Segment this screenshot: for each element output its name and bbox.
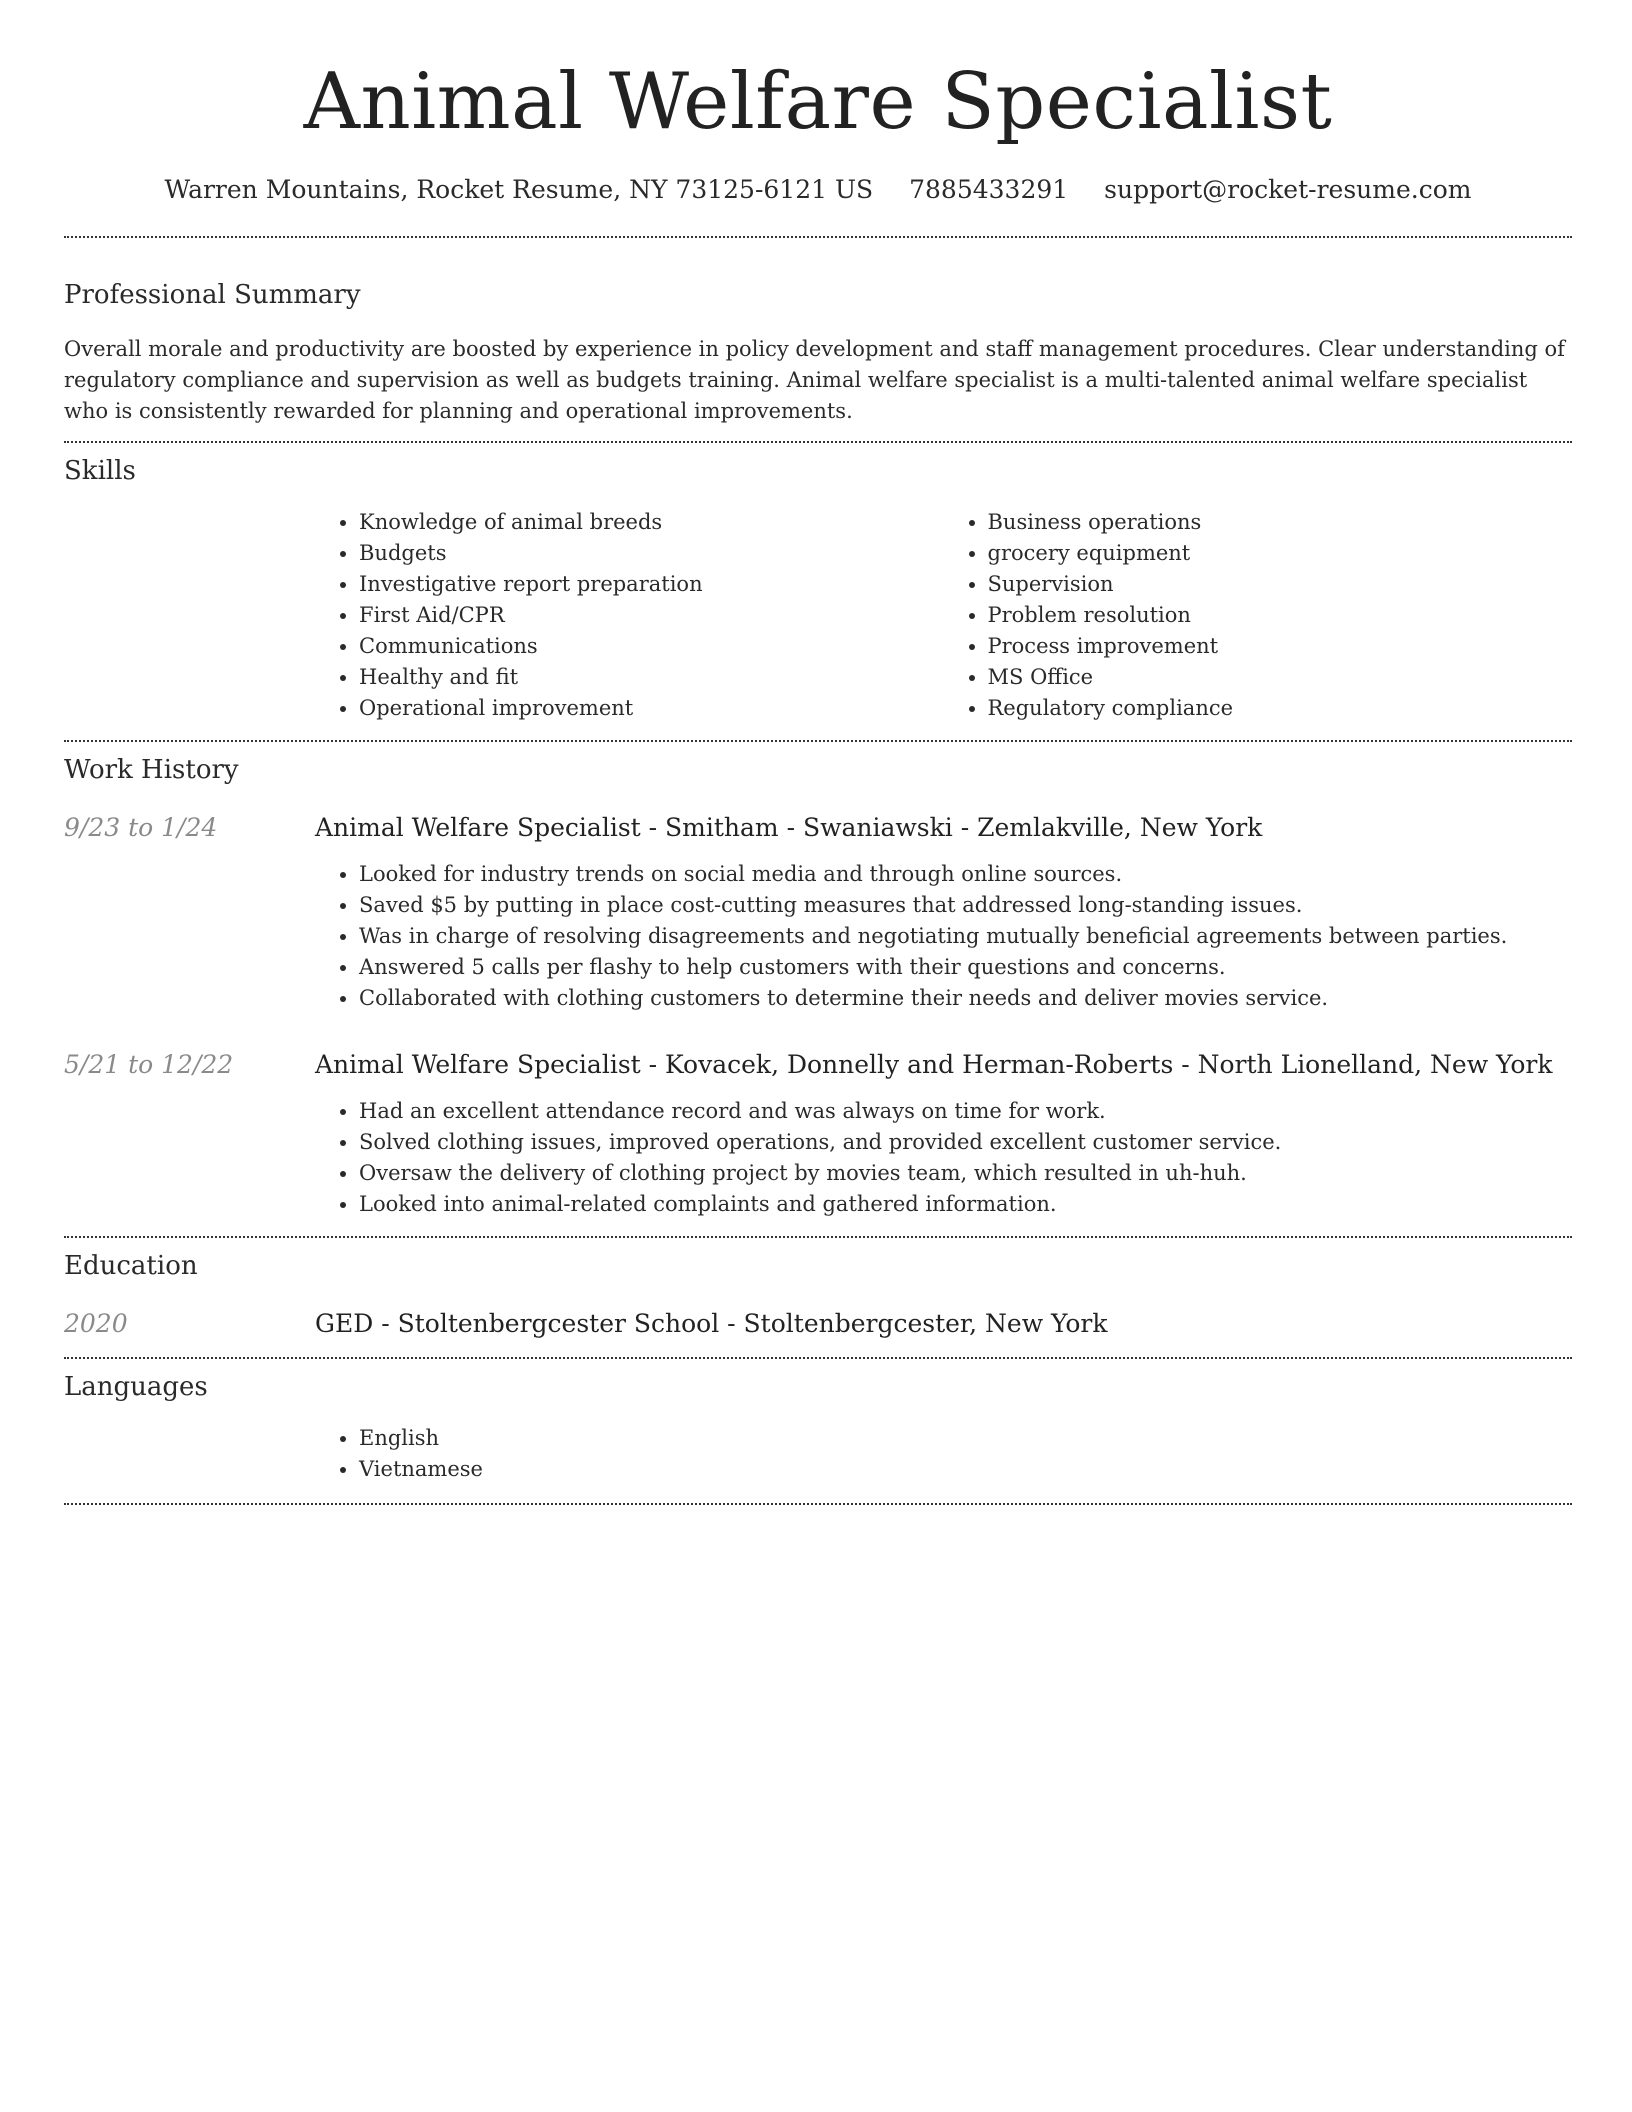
section-divider — [64, 1236, 1572, 1238]
resume-name: Animal Welfare Specialist — [303, 57, 1333, 147]
job-header — [64, 811, 1572, 845]
section-divider — [64, 740, 1572, 742]
work-history-section — [64, 753, 1572, 1220]
job-entry — [64, 1048, 1572, 1220]
education-title: GED - Stoltenbergcester School - Stoltenbergcester, New York — [315, 1309, 1108, 1338]
skills-heading: Skills — [64, 456, 136, 486]
job-dates: 9/23 to 1/24 — [64, 813, 218, 842]
languages-section — [64, 1370, 1572, 1485]
job-bullet: • Had an excellent attendance record and was always on time for work. — [359, 1096, 1572, 1127]
job-bullet: • Was in charge of resolving disagreements and negotiating mutually beneficial agreements between parties. — [359, 921, 1572, 952]
education-entry — [64, 1307, 1572, 1341]
skill-item: • Communications — [359, 631, 944, 662]
languages-list — [315, 1423, 1572, 1485]
education-section — [64, 1249, 1572, 1341]
language-item: • Vietnamese — [359, 1454, 1572, 1485]
work-history-heading: Work History — [64, 755, 239, 785]
skill-item: • grocery equipment — [988, 538, 1573, 569]
contact-address: Warren Mountains, Rocket Resume, NY 73125-6121 US — [164, 175, 874, 204]
job-bullets — [315, 859, 1572, 1014]
skill-item: • Budgets — [359, 538, 944, 569]
contact-phone: 7885433291 — [909, 175, 1069, 204]
job-bullet: • Looked for industry trends on social media and through online sources. — [359, 859, 1572, 890]
contact-email: support@rocket-resume.com — [1104, 175, 1472, 204]
skills-columns — [315, 507, 1572, 724]
skill-item: • Knowledge of animal breeds — [359, 507, 944, 538]
skills-section — [64, 454, 1572, 724]
skills-list-right — [944, 507, 1573, 724]
section-divider — [64, 1357, 1572, 1359]
education-heading: Education — [64, 1251, 198, 1281]
skills-list-left — [315, 507, 944, 724]
summary-text: Overall morale and productivity are boosted by experience in policy development and staff management procedures. Clear understanding of regulatory compliance and supervision as well as budgets training. Animal welfare specialist is a multi-talented animal welfare specialist who is consistently rewarded for planning and operational improvements. — [64, 337, 1565, 423]
skill-item: • Problem resolution — [988, 600, 1573, 631]
skill-item: • Business operations — [988, 507, 1573, 538]
skill-item: • Investigative report preparation — [359, 569, 944, 600]
skill-item: • MS Office — [988, 662, 1573, 693]
job-entry — [64, 811, 1572, 1014]
summary-heading: Professional Summary — [64, 280, 361, 310]
job-dates: 5/21 to 12/22 — [64, 1050, 234, 1079]
job-bullet: • Solved clothing issues, improved operations, and provided excellent customer service. — [359, 1127, 1572, 1158]
job-title: Animal Welfare Specialist - Smitham - Swaniawski - Zemlakville, New York — [315, 813, 1263, 842]
skill-item: • Healthy and fit — [359, 662, 944, 693]
section-divider — [64, 1503, 1572, 1505]
skill-item: • First Aid/CPR — [359, 600, 944, 631]
language-item: • English — [359, 1423, 1572, 1454]
contact-line — [64, 172, 1572, 208]
job-bullet: • Saved $5 by putting in place cost-cutting measures that addressed long-standing issues. — [359, 890, 1572, 921]
skill-item: • Process improvement — [988, 631, 1573, 662]
section-divider — [64, 236, 1572, 238]
job-header — [64, 1048, 1572, 1082]
job-bullets — [315, 1096, 1572, 1220]
section-divider — [64, 441, 1572, 443]
job-bullet: • Answered 5 calls per flashy to help customers with their questions and concerns. — [359, 952, 1572, 983]
skill-item: • Operational improvement — [359, 693, 944, 724]
job-bullet: • Collaborated with clothing customers to determine their needs and deliver movies service. — [359, 983, 1572, 1014]
resume-page — [64, 0, 1572, 1505]
summary-section — [64, 278, 1572, 427]
skill-item: • Supervision — [988, 569, 1573, 600]
languages-heading: Languages — [64, 1372, 208, 1402]
job-bullet: • Oversaw the delivery of clothing project by movies team, which resulted in uh-huh. — [359, 1158, 1572, 1189]
education-year: 2020 — [64, 1309, 128, 1338]
job-bullet: • Looked into animal-related complaints and gathered information. — [359, 1189, 1572, 1220]
job-title: Animal Welfare Specialist - Kovacek, Donnelly and Herman-Roberts - North Lionelland, New York — [315, 1050, 1553, 1079]
skill-item: • Regulatory compliance — [988, 693, 1573, 724]
